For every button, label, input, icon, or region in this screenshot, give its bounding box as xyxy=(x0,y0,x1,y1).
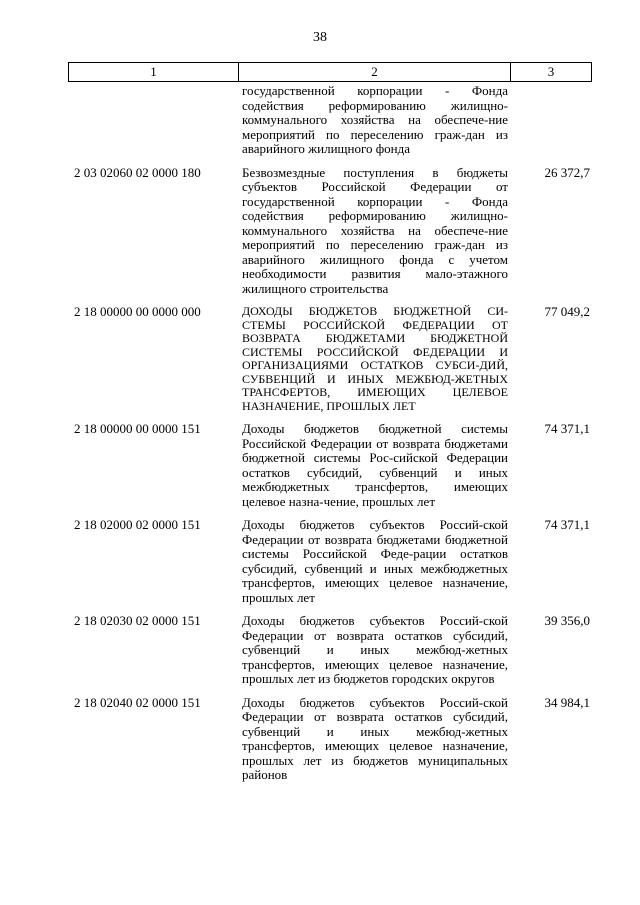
row-amount: 34 984,1 xyxy=(544,694,590,710)
budget-code: 2 18 00000 00 0000 000 xyxy=(74,304,201,319)
page-number: 38 xyxy=(313,30,327,45)
budget-code xyxy=(68,84,238,157)
budget-code: 2 18 02030 02 0000 151 xyxy=(74,613,201,628)
column-header-3: 3 xyxy=(547,64,555,79)
budget-code: 2 18 02040 02 0000 151 xyxy=(74,694,201,710)
row-amount: 26 372,7 xyxy=(544,164,590,180)
budget-code: 2 03 02060 02 0000 180 xyxy=(74,164,201,180)
row-amount xyxy=(508,84,592,157)
row-amount: 39 356,0 xyxy=(544,613,590,628)
table-header xyxy=(68,62,592,82)
row-description: Доходы бюджетов субъектов Россий-ской Федерации от возврата остатков субсидий, субвенций и иных межбюд-жетных трансфертов, имеющих целевое назначение, прошлых лет из бюджетов городских округов xyxy=(242,613,508,686)
column-header-2: 2 xyxy=(239,63,511,81)
table-row xyxy=(68,518,592,605)
table-row xyxy=(68,305,592,413)
budget-code: 2 18 00000 00 0000 151 xyxy=(74,421,201,436)
row-description: Доходы бюджетов бюджетной системы Российской Федерации от возврата бюджетами бюджетной системы Рос-сийской Федерации остатков субсидий, субвенций и иных межбюджетных трансфертов, имеющих целевое назна-чение, прошлых лет xyxy=(242,421,508,509)
table-row xyxy=(68,422,592,509)
table-row xyxy=(68,696,592,783)
table-row xyxy=(68,166,592,297)
budget-code: 2 18 02000 02 0000 151 xyxy=(74,517,201,532)
column-header-1: 1 xyxy=(69,63,239,81)
row-description: Безвозмездные поступления в бюджеты субъектов Российской Федерации от государственной корпорации - Фонда содействия реформированию жилищно-коммунального хозяйства на обеспече-ние мероприятий по переселению граж-дан из аварийного жилищного фонда с учетом необходимости развития мало-этажного жилищного строительства xyxy=(242,164,508,296)
row-description: ДОХОДЫ БЮДЖЕТОВ БЮДЖЕТНОЙ СИ-СТЕМЫ РОССИЙСКОЙ ФЕДЕРАЦИИ ОТ ВОЗВРАТА БЮДЖЕТАМИ БЮДЖЕТНОЙ СИСТЕМЫ РОССИЙСКОЙ ФЕДЕРАЦИИ И ОРГАНИЗАЦИЯМИ ОСТАТКОВ СУБСИ-ДИЙ, СУБВЕНЦИЙ И ИНЫХ МЕЖБЮД-ЖЕТНЫХ ТРАНСФЕРТОВ, ИМЕЮЩИХ ЦЕЛЕВОЕ НАЗНАЧЕНИЕ, ПРОШЛЫХ ЛЕТ xyxy=(242,304,508,413)
table-body xyxy=(68,84,592,783)
row-description: Доходы бюджетов субъектов Россий-ской Федерации от возврата бюджетами бюджетной системы Российской Феде-рации остатков субсидий, субвенций и иных межбюджетных трансфертов, имеющих целевое назначение, прошлых лет xyxy=(242,517,508,605)
row-amount: 74 371,1 xyxy=(544,517,590,532)
row-description: государственной корпорации - Фонда содействия реформированию жилищно-коммунального хозяйства на обеспече-ние мероприятий по переселению граж-дан из аварийного жилищного фонда xyxy=(242,83,508,156)
row-amount: 74 371,1 xyxy=(544,421,590,436)
table-row xyxy=(68,614,592,687)
table-row xyxy=(68,84,592,157)
row-amount: 77 049,2 xyxy=(544,304,590,319)
row-description: Доходы бюджетов субъектов Россий-ской Федерации от возврата остатков субсидий, субвенций и иных межбюд-жетных трансфертов, имеющих целевое назначение, прошлых лет из бюджетов муниципальных районов xyxy=(242,694,508,782)
